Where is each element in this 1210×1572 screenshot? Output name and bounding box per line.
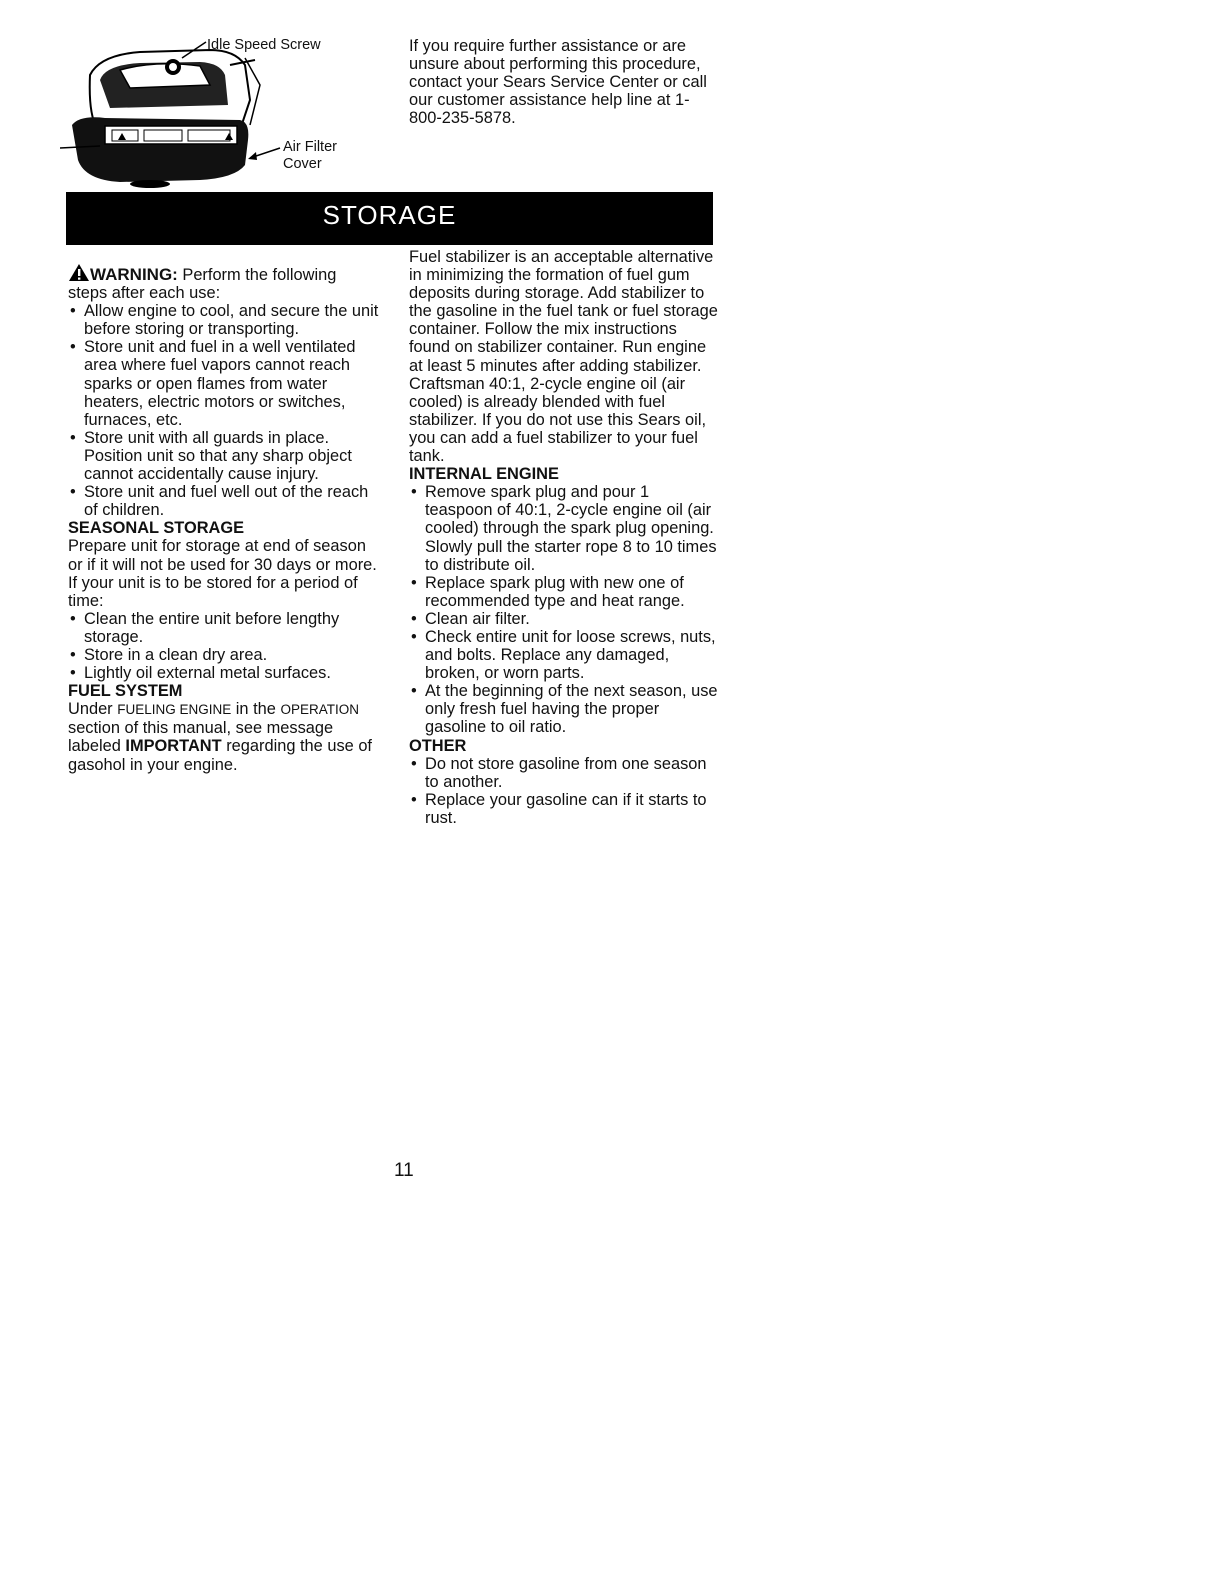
internal-engine-list bbox=[409, 483, 721, 736]
fuel-text-fueling-engine: FUELING ENGINE bbox=[117, 702, 232, 718]
other-heading: OTHER bbox=[409, 736, 467, 755]
fuel-text-important: IMPORTANT bbox=[125, 737, 222, 756]
warning-icon bbox=[68, 263, 90, 282]
idle-speed-screw-label: Idle Speed Screw bbox=[207, 37, 321, 53]
warning-word: WARNING: bbox=[90, 265, 178, 284]
fuel-text-c: in the bbox=[231, 700, 281, 719]
list-item: • Store unit and fuel in a well ventilated area where fuel vapors cannot reach sparks or open flames from water heaters, electric motors or switches, furnaces, etc. bbox=[68, 338, 380, 428]
assistance-text: If you require further assistance or are unsure about performing this procedure, contact your Sears Service Center or call our customer assistance help line at 1-800-235-5878. bbox=[409, 37, 707, 128]
list-item: • Replace your gasoline can if it starts to rust. bbox=[409, 791, 721, 827]
left-column bbox=[68, 263, 380, 774]
fuel-text-operation: OPERATION bbox=[280, 702, 359, 718]
list-item: • Replace spark plug with new one of recommended type and heat range. bbox=[409, 574, 721, 610]
warning-paragraph bbox=[68, 263, 380, 302]
list-item: • Remove spark plug and pour 1 teaspoon of 40:1, 2-cycle engine oil (air cooled) through the spark plug opening. Slowly pull the starter rope 8 to 10 times to distribute oil. bbox=[409, 483, 721, 573]
list-item: • Store unit with all guards in place. Position unit so that any sharp object cannot accidentally cause injury. bbox=[68, 429, 380, 483]
list-item: • Store unit and fuel well out of the reach of children. bbox=[68, 483, 380, 519]
list-item: • Do not store gasoline from one season to another. bbox=[409, 755, 721, 791]
fuel-system-paragraph bbox=[68, 700, 380, 773]
list-item: • Clean air filter. bbox=[409, 610, 721, 628]
list-item: • At the beginning of the next season, use only fresh fuel having the proper gasoline to oil ratio. bbox=[409, 682, 721, 736]
fuel-text-e: section of this manual, see message labeled bbox=[68, 719, 334, 756]
list-item: • Lightly oil external metal surfaces. bbox=[68, 664, 380, 682]
seasonal-paragraph-2: If your unit is to be stored for a period of time: bbox=[68, 573, 358, 610]
other-list bbox=[409, 755, 721, 827]
seasonal-list bbox=[68, 610, 380, 682]
list-item: • Store in a clean dry area. bbox=[68, 646, 380, 664]
seasonal-storage-heading: SEASONAL STORAGE bbox=[68, 519, 245, 538]
banner-title: STORAGE bbox=[322, 200, 457, 230]
internal-engine-heading: INTERNAL ENGINE bbox=[409, 465, 559, 484]
page-number: 11 bbox=[394, 1160, 414, 1181]
warning-list bbox=[68, 302, 380, 519]
fuel-text-g: regarding the use of gasohol in your engine. bbox=[68, 737, 372, 774]
fuel-system-heading: FUEL SYSTEM bbox=[68, 682, 183, 701]
storage-banner bbox=[66, 192, 713, 245]
right-column bbox=[409, 248, 721, 827]
assistance-paragraph bbox=[409, 37, 721, 127]
list-item: • Clean the entire unit before lengthy storage. bbox=[68, 610, 380, 646]
fuel-text-a: Under bbox=[68, 700, 118, 719]
list-item: • Allow engine to cool, and secure the unit before storing or transporting. bbox=[68, 302, 380, 338]
stabilizer-paragraph-2: Craftsman 40:1, 2-cycle engine oil (air cooled) is already blended with fuel stabilizer. If you do not use this Sears oil, you can add a fuel stabilizer to your fuel tank. bbox=[409, 374, 707, 466]
air-filter-cover-label: Cover bbox=[283, 156, 322, 172]
air-filter-label: Air Filter bbox=[283, 139, 337, 155]
warning-text: Perform the following steps after each use: bbox=[68, 266, 337, 303]
stabilizer-paragraph-1: Fuel stabilizer is an acceptable alternative in minimizing the formation of fuel gum deposits during storage. Add stabilizer to the gasoline in the fuel tank or fuel storage container. Follow the mix instructions found on stabilizer container. Run engine at least 5 minutes after adding stabilizer. bbox=[409, 248, 718, 375]
list-item: • Check entire unit for loose screws, nuts, and bolts. Replace any damaged, broken, or worn parts. bbox=[409, 628, 721, 682]
seasonal-paragraph-1: Prepare unit for storage at end of season or if it will not be used for 30 days or more. bbox=[68, 537, 377, 574]
